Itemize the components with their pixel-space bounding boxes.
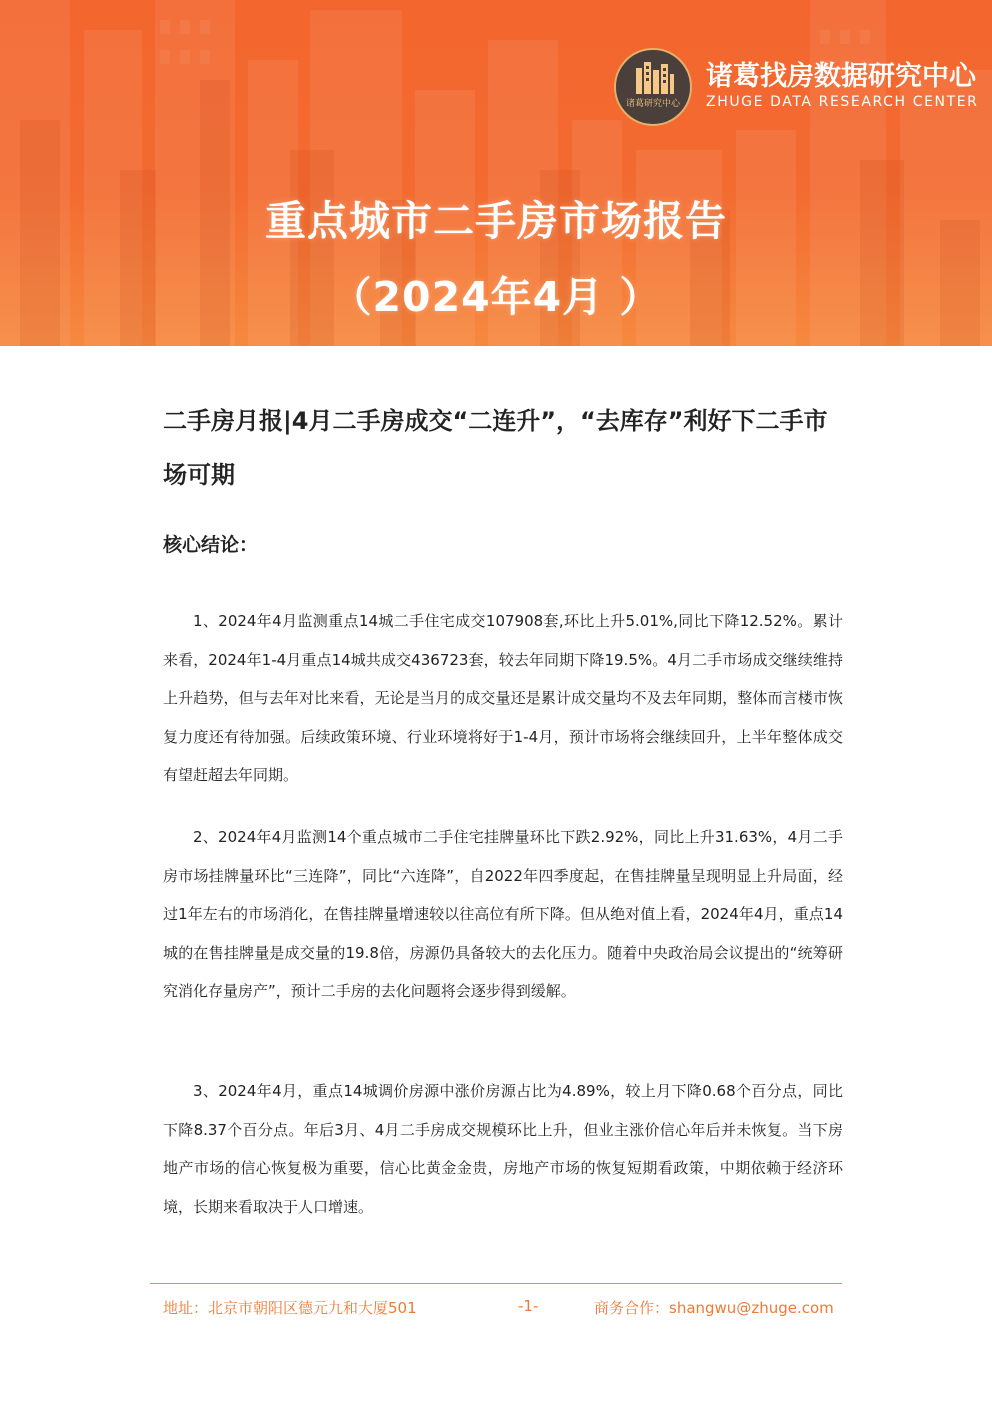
report-title: 重点城市二手房市场报告 <box>265 197 727 245</box>
footer-divider <box>150 1283 842 1284</box>
page-number: -1- <box>518 1297 539 1315</box>
building-logo-icon <box>616 50 690 124</box>
article-headline: 二手房月报|4月二手房成交“二连升”，“去库存”利好下二手市场可期 <box>163 407 828 489</box>
logo-caption: 诸葛研究中心 <box>625 99 680 109</box>
header-banner <box>0 0 992 346</box>
conclusion-paragraph-3: 3、2024年4月，重点14城调价房源中涨价房源占比为4.89%，较上月下降0.68个百分点，同比下降8.37个百分点。年后3月、4月二手房成交规模环比上升，但业主涨价信心年后并未恢复。当下房地产市场的信心恢复极为重要，信心比黄金金贵，房地产市场的恢复短期看政策，中期依赖于经济环境，长期来看取决于人口增速。 <box>163 1082 843 1216</box>
report-date: （2024年4月 ） <box>330 273 662 321</box>
brand-name-en: ZHUGE DATA RESEARCH CENTER <box>706 94 979 110</box>
section-label-conclusions: 核心结论： <box>163 534 259 556</box>
conclusion-paragraph-1: 1、2024年4月监测重点14城二手住宅成交107908套,环比上升5.01%,同比下降12.52%。累计来看，2024年1-4月重点14城共成交436723套，较去年同期下降19.5%。4月二手市场成交继续维持上升趋势，但与去年对比来看，无论是当月的成交量还是累计成交量均不及去年同期，整体而言楼市恢复力度还有待加强。后续政策环境、行业环境将好于1-4月，预计市场将会继续回升，上半年整体成交有望赶超去年同期。 <box>163 612 843 785</box>
footer-contact: 商务合作：shangwu@zhuge.com <box>594 1299 834 1317</box>
footer-address: 地址：北京市朝阳区德元九和大厦501 <box>163 1299 417 1317</box>
brand-logo <box>614 48 692 126</box>
conclusion-paragraph-2: 2、2024年4月监测14个重点城市二手住宅挂牌量环比下跌2.92%，同比上升31.63%，4月二手房市场挂牌量环比“三连降”，同比“六连降”，自2022年四季度起，在售挂牌量呈现明显上升局面，经过1年左右的市场消化，在售挂牌量增速较以往高位有所下降。但从绝对值上看，2024年4月，重点14城的在售挂牌量是成交量的19.8倍，房源仍具备较大的去化压力。随着中央政治局会议提出的“统筹研究消化存量房产”，预计二手房的去化问题将会逐步得到缓解。 <box>163 828 843 1001</box>
brand-name-cn: 诸葛找房数据研究中心 <box>706 61 976 92</box>
